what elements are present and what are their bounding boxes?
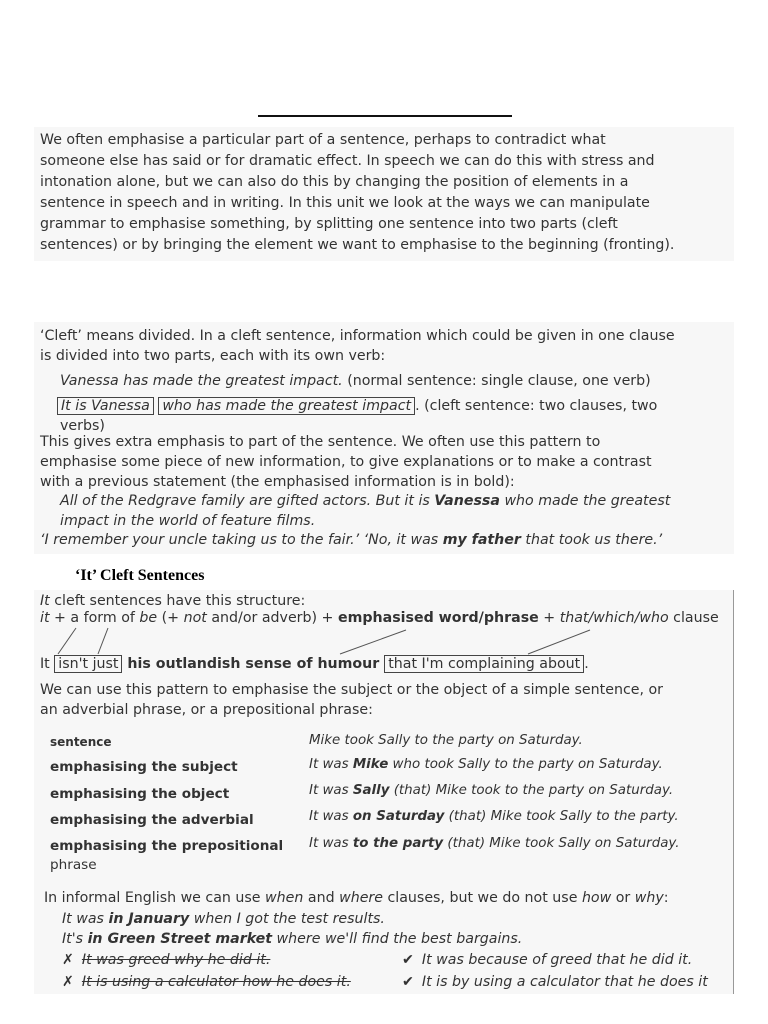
- right-example-1: [402, 950, 692, 971]
- structure-intro-text: cleft sentences have this structure:: [49, 593, 306, 609]
- right-text: It was because of greed that he did it.: [421, 952, 693, 968]
- table-example-object: [309, 783, 673, 798]
- informal-line: [44, 888, 669, 909]
- boxed-verb: isn't just: [54, 655, 122, 673]
- wrong-text: It was greed why he did it.: [81, 952, 271, 968]
- text-part: It was: [62, 911, 109, 927]
- table-label-object: emphasising the object: [50, 786, 230, 802]
- formula-part: not: [183, 610, 207, 626]
- table-example-sentence: [309, 733, 583, 748]
- example-part: All of the Redgrave family are gifted actors. But it is: [60, 493, 435, 509]
- section-heading: ‘It’ Cleft Sentences: [75, 567, 205, 584]
- example-note: . (cleft sentence: two clauses, two: [415, 398, 658, 414]
- text-part: or: [611, 890, 635, 906]
- boxed-clause-1: It is Vanessa: [57, 397, 154, 415]
- structure-example: [40, 654, 589, 675]
- formula-part: clause: [668, 610, 719, 626]
- it-word: It: [40, 656, 55, 672]
- period: .: [584, 656, 589, 672]
- formula-part: (+: [157, 610, 184, 626]
- cross-icon: ✗: [62, 974, 74, 990]
- cross-icon: ✗: [62, 952, 74, 968]
- text-part: It's: [62, 931, 88, 947]
- cleft-line-1: ‘Cleft’ means divided. In a cleft sentence, information which could be given in one clause: [40, 328, 675, 344]
- table-label-subject: emphasising the subject: [50, 759, 238, 775]
- emphasised-phrase: his outlandish sense of humour: [122, 656, 385, 672]
- intro-line-1: We often emphasise a particular part of a sentence, perhaps to contradict what: [40, 132, 606, 148]
- text-part: why: [634, 890, 664, 906]
- table-example-adverbial: [309, 809, 679, 824]
- boxed-clause: that I'm complaining about: [384, 655, 584, 673]
- intro-line-3: intonation alone, but we can also do this by changing the position of elements in a: [40, 174, 629, 190]
- emphasis: to the party: [352, 836, 444, 851]
- text-part: :: [663, 890, 669, 906]
- intro-line-6: sentences) or by bringing the element we want to emphasise to the beginning (fronting).: [40, 237, 675, 253]
- example-part: (that) Mike took to the party on Saturday.: [389, 783, 674, 798]
- formula-part: +: [538, 610, 560, 626]
- table-label-sentence: sentence: [50, 735, 112, 749]
- informal-example-2: [62, 929, 522, 950]
- wrong-example-1: [62, 950, 270, 971]
- text-part: clauses, but we do not use: [382, 890, 582, 906]
- example-part: It was: [309, 836, 353, 851]
- cleft-example-cont: verbs): [60, 418, 105, 434]
- tick-icon: ✔: [402, 952, 414, 968]
- table-label-adverbial: emphasising the adverbial: [50, 812, 254, 828]
- formula-part: it: [40, 610, 50, 626]
- text-part: and: [303, 890, 340, 906]
- table-example-subject: [309, 757, 663, 772]
- emphasis: Sally: [352, 783, 390, 798]
- example-part: that took us there.’: [520, 532, 663, 548]
- cleft-line-2: is divided into two parts, each with its own verb:: [40, 348, 386, 364]
- example-part: who made the greatest: [499, 493, 671, 509]
- structure-use-line-2: an adverbial phrase, or a prepositional phrase:: [40, 702, 373, 718]
- boxed-clause-2: who has made the greatest impact: [158, 397, 415, 415]
- intro-line-5: grammar to emphasise something, by splitting one sentence into two parts (cleft: [40, 216, 618, 232]
- cleft-para-line-2: emphasise some piece of new information, to give explanations or to make a contrast: [40, 454, 652, 470]
- intro-line-2: someone else has said or for dramatic effect. In speech we can do this with stress and: [40, 153, 655, 169]
- text-part: In informal English we can use: [44, 890, 266, 906]
- emphasis: Mike: [352, 757, 389, 772]
- example-part: It was: [309, 783, 353, 798]
- redgrave-example-cont: impact in the world of feature films.: [60, 513, 316, 529]
- example-part: Mike took Sally to the party on Saturday.: [309, 733, 583, 748]
- formula-part: be: [139, 610, 158, 626]
- intro-line-4: sentence in speech and in writing. In this unit we look at the ways we can manipulate: [40, 195, 650, 211]
- example-part: ‘I remember your uncle taking us to the fair.’ ‘No, it was: [40, 532, 443, 548]
- emphasis: in January: [108, 911, 190, 927]
- example-note: (normal sentence: single clause, one verb): [342, 373, 651, 389]
- wrong-example-2: [62, 972, 351, 993]
- cleft-para-line-3: with a previous statement (the emphasised information is in bold):: [40, 474, 515, 490]
- text-part: where we'll find the best bargains.: [272, 931, 523, 947]
- text-part: where: [339, 890, 383, 906]
- formula-part: that/which/who: [559, 610, 669, 626]
- formula-part: + a form of: [49, 610, 140, 626]
- structure-use-line-1: We can use this pattern to emphasise the subject or the object of a simple sentence, or: [40, 682, 664, 698]
- emphasis: Vanessa: [434, 493, 500, 509]
- wrong-text: It is using a calculator how he does it.: [81, 974, 351, 990]
- tick-icon: ✔: [402, 974, 414, 990]
- formula-part: and/or adverb) +: [206, 610, 338, 626]
- text-part: when I got the test results.: [189, 911, 385, 927]
- example-part: It was: [309, 757, 353, 772]
- table-example-prepositional: [309, 836, 680, 851]
- it-word: It: [40, 593, 50, 609]
- formula-part: emphasised word/phrase: [337, 610, 539, 626]
- example-text: Vanessa has made the greatest impact.: [60, 373, 343, 389]
- emphasis: on Saturday: [352, 809, 445, 824]
- example-part: who took Sally to the party on Saturday.: [388, 757, 663, 772]
- table-label-prepositional-cont: phrase: [50, 857, 97, 873]
- text-part: how: [581, 890, 612, 906]
- example-part: It was: [309, 809, 353, 824]
- text-part: when: [265, 890, 304, 906]
- right-example-2: [402, 972, 732, 993]
- example-part: (that) Mike took Sally on Saturday.: [443, 836, 680, 851]
- table-label-prepositional: emphasising the prepositional: [50, 838, 284, 854]
- informal-example-1: [62, 909, 385, 930]
- emphasis: my father: [442, 532, 521, 548]
- cleft-para-line-1: This gives extra emphasis to part of the sentence. We often use this pattern to: [40, 434, 601, 450]
- example-part: (that) Mike took Sally to the party.: [444, 809, 679, 824]
- emphasis: in Green Street market: [87, 931, 273, 947]
- right-text: It is by using a calculator that he does it: [421, 974, 708, 990]
